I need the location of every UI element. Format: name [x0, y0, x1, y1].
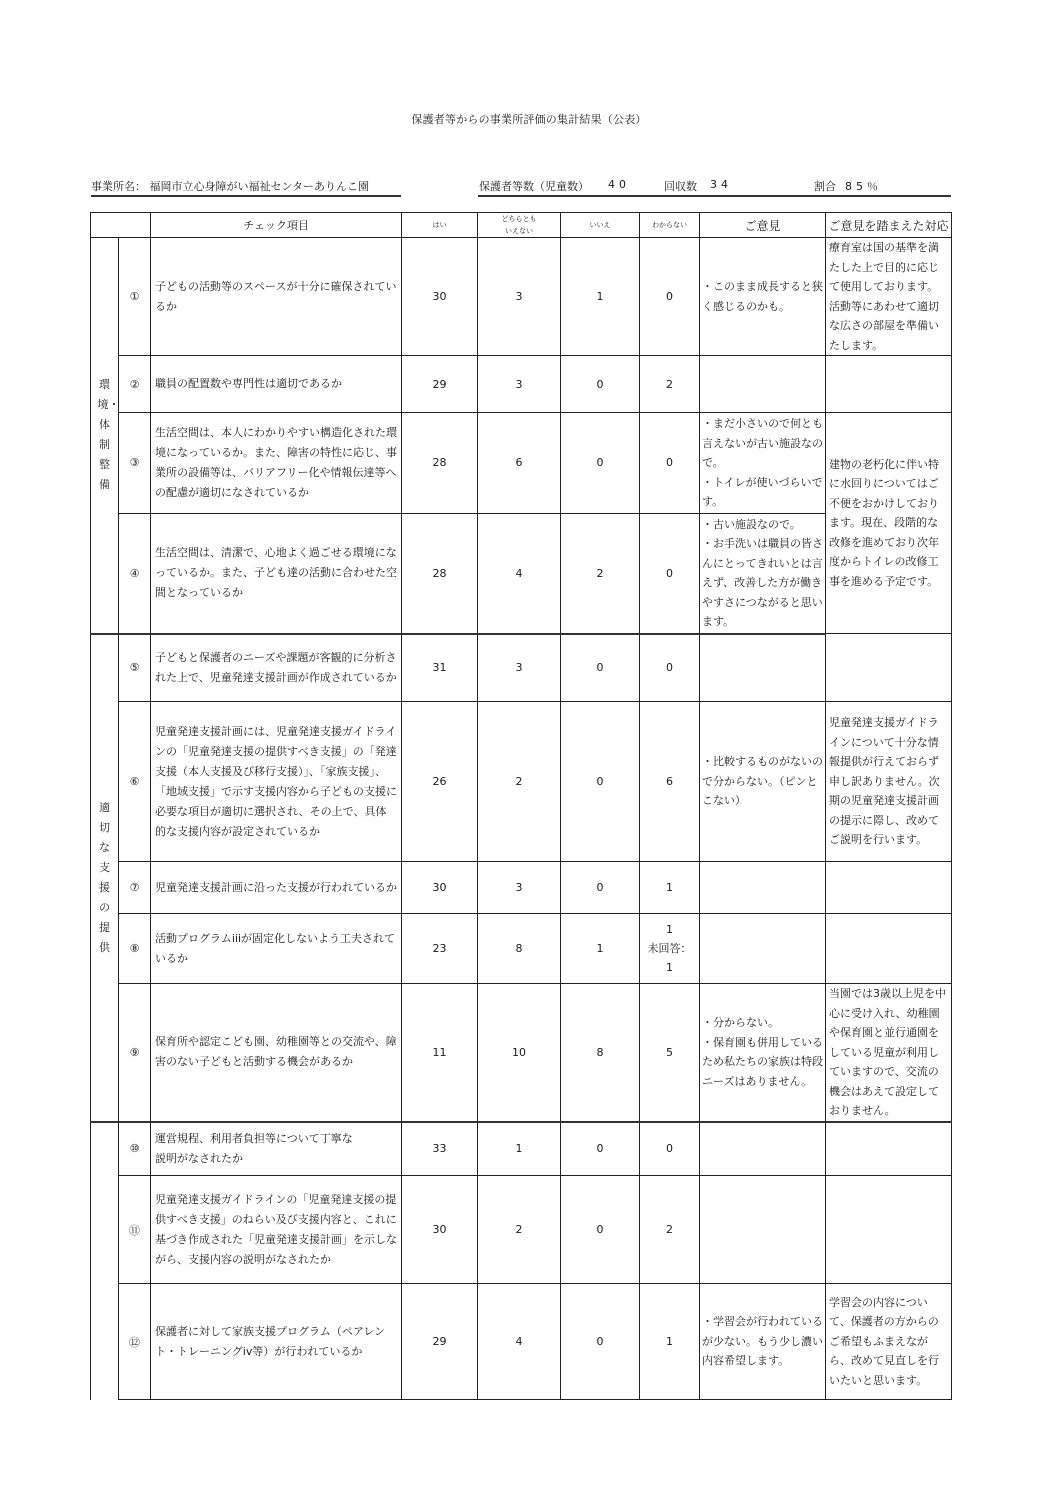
count-neither: 2 [478, 702, 561, 862]
count-unknown: 0 [640, 238, 700, 356]
count-no: 0 [561, 1122, 640, 1176]
count-yes: 23 [402, 914, 478, 984]
header-category [91, 213, 151, 238]
item-index: ⑧ [119, 914, 151, 984]
count-yes: 30 [402, 862, 478, 914]
header-unknown: わからない [640, 213, 700, 238]
table-row [91, 356, 952, 413]
count-yes: 11 [402, 984, 478, 1122]
opinion [700, 356, 826, 413]
count-yes: 28 [402, 513, 478, 634]
table-row [91, 702, 952, 862]
check-item: 生活空間は、本人にわかりやすい構造化された環境になっているか。また、障害の特性に応じ、事業所の設備等は、バリアフリー化や情報伝達等への配慮が適切になされているか [151, 413, 402, 514]
survey-stats [478, 178, 951, 197]
count-unknown: 2 [640, 1176, 700, 1284]
item-index: ④ [119, 513, 151, 634]
count-unknown: 5 [640, 984, 700, 1122]
header-row [91, 213, 952, 238]
count-no: 0 [561, 1284, 640, 1400]
check-item: 活動プログラムiiiが固定化しないよう工夫されているか [151, 914, 402, 984]
count-unknown: 2 [640, 356, 700, 413]
facility-info [91, 178, 401, 197]
opinion: ・学習会が行われているが少ない。もう少し濃い内容希望します。 [700, 1284, 826, 1400]
check-item: 子どもの活動等のスペースが十分に確保されているか [151, 238, 402, 356]
count-yes: 29 [402, 356, 478, 413]
count-neither: 1 [478, 1122, 561, 1176]
check-item: 児童発達支援ガイドラインの「児童発達支援の提供すべき支援」のねらい及び支援内容と、これに基づき作成された「児童発達支援計画」を示しながら、支援内容の説明がなされたか [151, 1176, 402, 1284]
count-neither: 4 [478, 1284, 561, 1400]
response: 療育室は国の基準を満たした上で目的に応じて使用しております。活動等にあわせて適切な広さの部屋を準備いたします。 [826, 238, 952, 356]
count-no: 0 [561, 702, 640, 862]
response: 学習会の内容について、保護者の方からのご希望もふまえながら、改めて見直しを行いたいと思います。 [826, 1284, 952, 1400]
table-row [91, 238, 952, 356]
count-unknown: 6 [640, 702, 700, 862]
responses-value: 34 [710, 178, 732, 191]
opinion: ・分からない。 ・保育園も併用しているため私たちの家族は特段ニーズはありません。 [700, 984, 826, 1122]
header-yes: はい [402, 213, 478, 238]
count-unknown: 0 [640, 413, 700, 514]
count-no: 0 [561, 1176, 640, 1284]
category-explanation [91, 1122, 119, 1400]
item-index: ⑥ [119, 702, 151, 862]
category-label: 適切な支援の提供 [99, 800, 110, 954]
ratio-label: 割合 [814, 180, 836, 193]
count-unknown: 0 [640, 513, 700, 634]
item-index: ② [119, 356, 151, 413]
check-item: 保育所や認定こども園、幼稚園等との交流や、障害のない子どもと活動する機会があるか [151, 984, 402, 1122]
opinion [700, 1176, 826, 1284]
count-neither: 6 [478, 413, 561, 514]
check-item: 生活空間は、清潔で、心地よく過ごせる環境になっているか。また、子ども達の活動に合わせた空間となっているか [151, 513, 402, 634]
response [826, 914, 952, 984]
guardians-label: 保護者等数（児童数） [479, 180, 589, 193]
opinion: ・まだ小さいので何とも言えないが古い施設なので。 ・トイレが使いづらいです。 [700, 413, 826, 514]
check-item: 保護者に対して家族支援プログラム（ペアレント・トレーニングiv等）が行われているか [151, 1284, 402, 1400]
check-item: 児童発達支援計画に沿った支援が行われているか [151, 862, 402, 914]
opinion [700, 1122, 826, 1176]
count-unknown: 0 [640, 1122, 700, 1176]
count-yes: 30 [402, 1176, 478, 1284]
table-row [91, 1284, 952, 1400]
table-row [91, 513, 952, 634]
ratio-value: 85％ [845, 180, 882, 193]
category-label: 環境・体制整備 [97, 378, 120, 492]
count-no: 0 [561, 413, 640, 514]
count-no: 8 [561, 984, 640, 1122]
opinion: ・古い施設なので。 ・お手洗いは職員の皆さんにとってきれいとは言えず、改善した方が働きやすさにつながると思います。 [700, 513, 826, 634]
count-no: 0 [561, 356, 640, 413]
count-yes: 26 [402, 702, 478, 862]
count-yes: 29 [402, 1284, 478, 1400]
response [826, 862, 952, 914]
check-item: 子どもと保護者のニーズや課題が客観的に分析された上で、児童発達支援計画が作成されているか [151, 634, 402, 702]
response [826, 356, 952, 413]
count-no: 2 [561, 513, 640, 634]
check-item: 児童発達支援計画には、児童発達支援ガイドラインの「児童発達支援の提供すべき支援」の「発達支援（本人支援及び移行支援）」、「家族支援」、「地域支援」で示す支援内容から子どもの支援に必要な項目が適切に選択され、その上で、具体的な支援内容が設定されているか [151, 702, 402, 862]
response: 児童発達支援ガイドラインについて十分な情報提供が行えておらず申し訳ありません。次期の児童発達支援計画の提示に際し、改めてご説明を行います。 [826, 702, 952, 862]
count-no: 1 [561, 238, 640, 356]
header-check-item: チェック項目 [151, 213, 402, 238]
category-appropriate-support [91, 634, 119, 1122]
opinion [700, 914, 826, 984]
count-unknown: 1 [640, 1284, 700, 1400]
count-neither: 3 [478, 634, 561, 702]
table-row [91, 914, 952, 984]
count-unknown: 1 [640, 862, 700, 914]
item-index: ⑦ [119, 862, 151, 914]
item-index: ① [119, 238, 151, 356]
count-no: 0 [561, 634, 640, 702]
table-row [91, 1122, 952, 1176]
table-row [91, 984, 952, 1122]
item-index: ⑨ [119, 984, 151, 1122]
item-index: ⑪ [119, 1176, 151, 1284]
facility-label: 事業所名： [91, 180, 146, 193]
header-no: いいえ [561, 213, 640, 238]
category-environment [91, 238, 119, 634]
item-index: ⑩ [119, 1122, 151, 1176]
count-unknown: 1 未回答： 1 [640, 914, 700, 984]
response [826, 1176, 952, 1284]
opinion: ・比較するものがないので分からない。（ピンとこない） [700, 702, 826, 862]
count-no: 1 [561, 914, 640, 984]
count-yes: 30 [402, 238, 478, 356]
item-index: ⑤ [119, 634, 151, 702]
count-yes: 28 [402, 413, 478, 514]
count-neither: 3 [478, 238, 561, 356]
table-row [91, 634, 952, 702]
count-neither: 3 [478, 356, 561, 413]
table-row [91, 1176, 952, 1284]
count-neither: 4 [478, 513, 561, 634]
item-index: ③ [119, 413, 151, 514]
count-neither: 3 [478, 862, 561, 914]
response [826, 634, 952, 702]
response: 当園では3歳以上児を中心に受け入れ、幼稚園や保育園と並行通園をしている児童が利用していますので、交流の機会はあえて設定しておりません。 [826, 984, 952, 1122]
header-opinion: ご意見 [700, 213, 826, 238]
check-item: 職員の配置数や専門性は適切であるか [151, 356, 402, 413]
document-title: 保護者等からの事業所評価の集計結果（公表） [411, 113, 647, 126]
evaluation-table [90, 212, 952, 1400]
table-row [91, 862, 952, 914]
facility-name: 福岡市立心身障がい福祉センターありんこ園 [149, 180, 370, 193]
count-unknown: 0 [640, 634, 700, 702]
header-response: ご意見を踏まえた対応 [826, 213, 952, 238]
check-item: 運営規程、利用者負担等について丁寧な 説明がなされたか [151, 1122, 402, 1176]
header-neither: どちらとも いえない [478, 213, 561, 238]
responses-label: 回収数 [664, 180, 697, 193]
response: 建物の老朽化に伴い特に水回りについてはご不便をおかけしております。現在、段階的な改修を進めており次年度からトイレの改修工事を進める予定です。 [826, 413, 952, 634]
table-row [91, 413, 952, 514]
opinion [700, 634, 826, 702]
count-yes: 33 [402, 1122, 478, 1176]
item-index: ⑫ [119, 1284, 151, 1400]
count-no: 0 [561, 862, 640, 914]
count-neither: 2 [478, 1176, 561, 1284]
opinion: ・このまま成長すると狭く感じるのかも。 [700, 238, 826, 356]
guardians-value: 40 [608, 178, 630, 191]
count-neither: 8 [478, 914, 561, 984]
opinion [700, 862, 826, 914]
count-neither: 10 [478, 984, 561, 1122]
count-yes: 31 [402, 634, 478, 702]
response [826, 1122, 952, 1176]
